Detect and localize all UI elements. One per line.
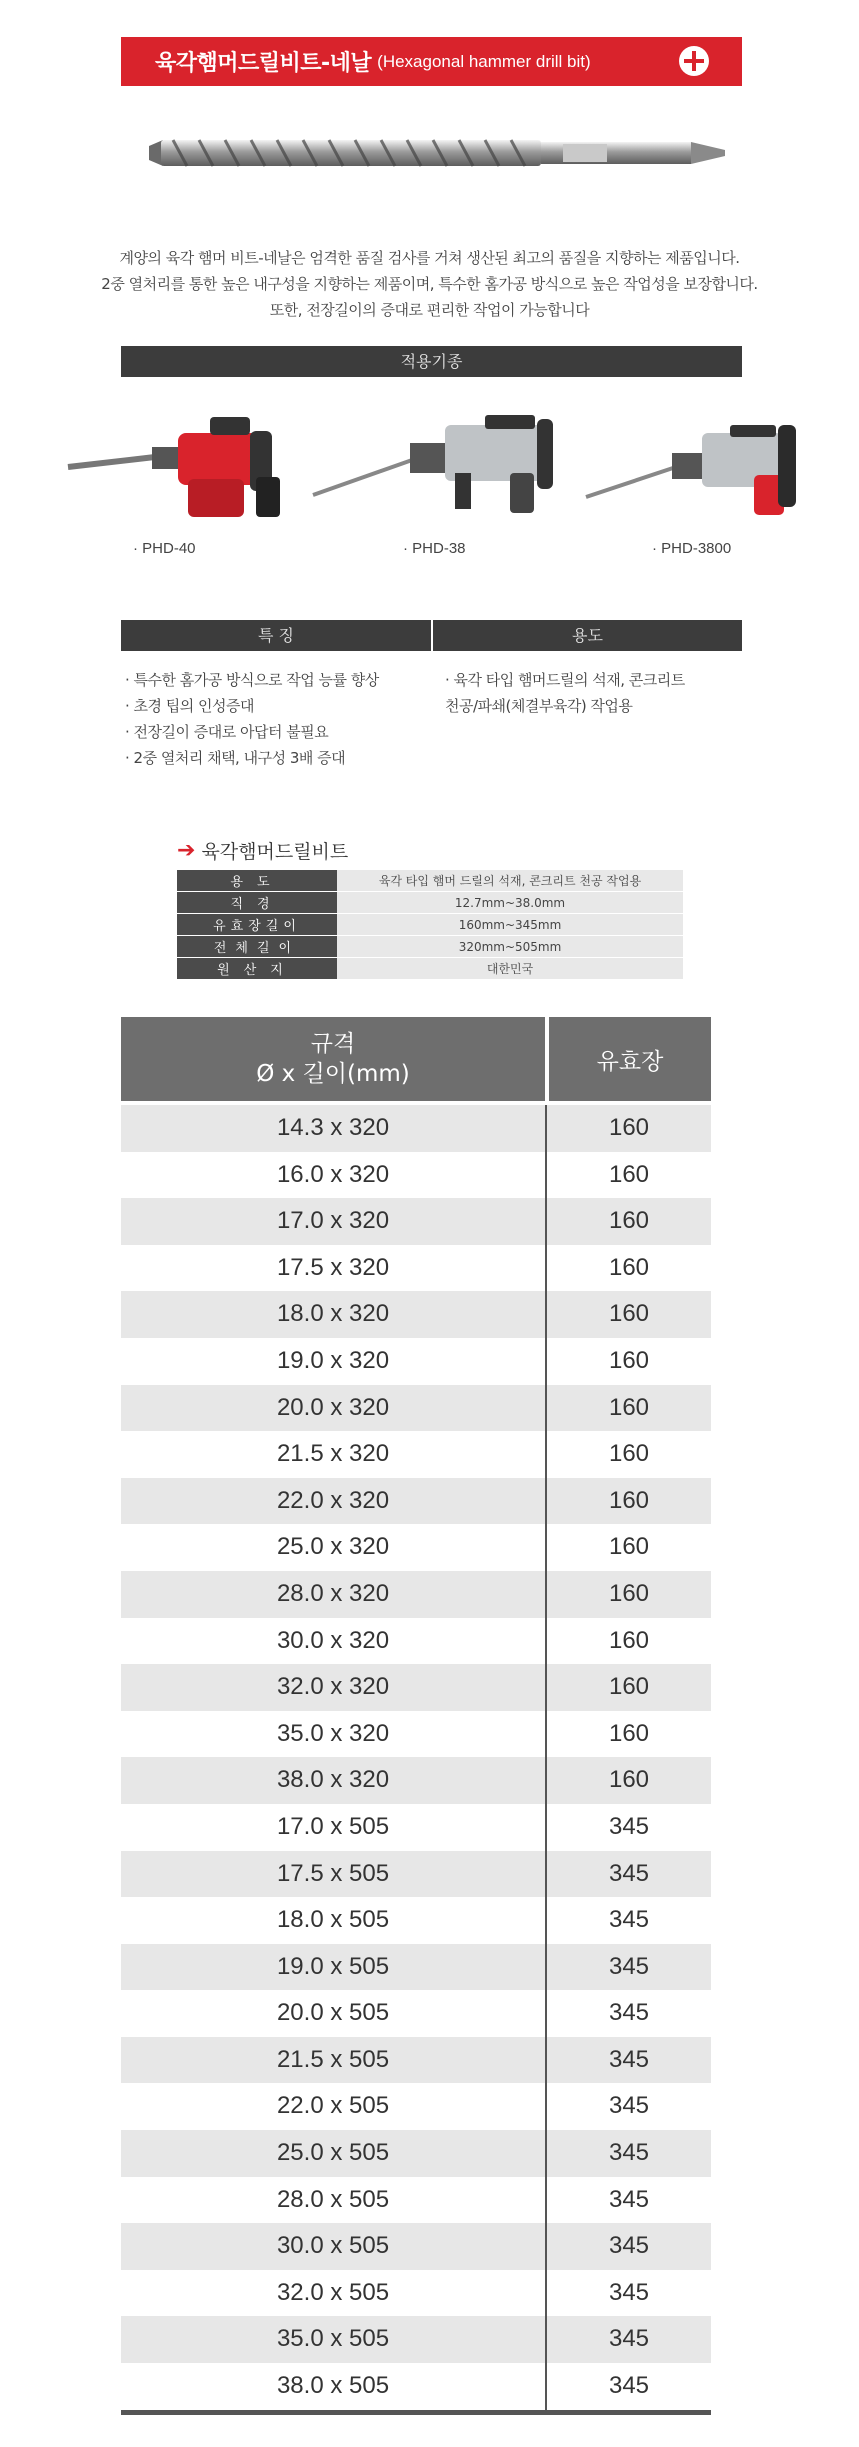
size-cell: 21.5 x 505	[276, 2045, 390, 2073]
header-spec-line1: 규격	[310, 1031, 356, 1057]
effective-length-cell: 160	[545, 1198, 711, 1245]
size-cell: 38.0 x 320	[276, 1766, 390, 1794]
applicable-models-header: 적용기종	[121, 346, 742, 377]
size-cell: 22.0 x 320	[276, 1486, 390, 1514]
table-row	[121, 1757, 711, 1804]
size-cell: 28.0 x 505	[276, 2185, 390, 2213]
table-row	[121, 1618, 711, 1665]
spec-title-text: 육각햄머드릴비트	[201, 841, 349, 863]
table-row	[121, 1524, 711, 1571]
table-row	[121, 1431, 711, 1478]
spec-value: 320mm~505mm	[337, 936, 683, 958]
effective-length-cell: 345	[545, 1990, 711, 2037]
arrow-right-icon: ➔	[177, 838, 196, 863]
size-cell: 17.0 x 320	[276, 1207, 390, 1235]
features-header: 특 징	[121, 620, 431, 651]
effective-length-cell: 345	[545, 2316, 711, 2363]
table-row	[121, 1338, 711, 1385]
spec-row	[177, 892, 683, 914]
effective-length-cell: 345	[545, 2270, 711, 2317]
features-list	[125, 667, 379, 771]
effective-length-cell: 160	[545, 1478, 711, 1525]
spec-key: 직경	[177, 892, 337, 914]
spec-value: 육각 타입 햄머 드릴의 석재, 콘크리트 천공 작업용	[337, 870, 683, 892]
effective-length-cell: 160	[545, 1105, 711, 1152]
effective-length-cell: 345	[545, 1851, 711, 1898]
effective-length-cell: 160	[545, 1571, 711, 1618]
effective-length-cell: 160	[545, 1431, 711, 1478]
effective-length-cell: 345	[545, 1804, 711, 1851]
effective-length-cell: 345	[545, 2130, 711, 2177]
size-cell: 25.0 x 320	[276, 1533, 390, 1561]
model-label-phd-38: · PHD-38	[403, 540, 466, 557]
table-row	[121, 2130, 711, 2177]
spec-value: 12.7mm~38.0mm	[337, 892, 683, 914]
uses-header: 용도	[433, 620, 742, 651]
table-row	[121, 2037, 711, 2084]
size-cell: 20.0 x 505	[276, 1999, 390, 2027]
table-row	[121, 1152, 711, 1199]
intro-line: 또한, 전장길이의 증대로 편리한 작업이 가능합니다	[269, 301, 590, 319]
header-spec	[121, 1017, 545, 1101]
intro-line: 계양의 육각 햄머 비트-네날은 엄격한 품질 검사를 거쳐 생산된 최고의 품질을 지향하는 제품입니다.	[119, 249, 740, 267]
title-bar	[121, 37, 742, 86]
table-row	[121, 1664, 711, 1711]
size-cell: 25.0 x 505	[276, 2139, 390, 2167]
use-item: 천공/파쇄(체결부육각) 작업용	[445, 697, 633, 715]
title-korean: 육각햄머드릴비트-네날	[155, 51, 372, 76]
size-cell: 18.0 x 320	[276, 1300, 390, 1328]
size-cell: 17.0 x 505	[276, 1812, 390, 1840]
size-cell: 28.0 x 320	[276, 1579, 390, 1607]
size-cell: 22.0 x 505	[276, 2092, 390, 2120]
size-cell: 18.0 x 505	[276, 1906, 390, 1934]
size-cell: 35.0 x 505	[276, 2325, 390, 2353]
table-row	[121, 1944, 711, 1991]
size-cell: 32.0 x 505	[276, 2278, 390, 2306]
feature-item: · 초경 팁의 인성증대	[125, 697, 254, 715]
table-row	[121, 1478, 711, 1525]
size-cell: 17.5 x 320	[276, 1253, 390, 1281]
drill-bit-image	[143, 128, 733, 178]
size-cell: 20.0 x 320	[276, 1393, 390, 1421]
effective-length-cell: 345	[545, 2223, 711, 2270]
table-row	[121, 2270, 711, 2317]
table-row	[121, 2363, 711, 2410]
table-row	[121, 1804, 711, 1851]
spec-key: 원산지	[177, 958, 337, 980]
phd-38-image	[305, 395, 565, 525]
spec-row	[177, 936, 683, 958]
intro-text	[0, 245, 859, 323]
spec-table	[177, 870, 683, 980]
table-row	[121, 2177, 711, 2224]
table-bottom-border	[121, 2410, 711, 2415]
size-cell: 19.0 x 505	[276, 1952, 390, 1980]
use-item: · 육각 타입 햄머드릴의 석재, 콘크리트	[445, 671, 685, 689]
size-cell: 38.0 x 505	[276, 2372, 390, 2400]
spec-key: 용도	[177, 870, 337, 892]
effective-length-cell: 345	[545, 1944, 711, 1991]
spec-value: 대한민국	[337, 958, 683, 980]
table-row	[121, 1198, 711, 1245]
effective-length-cell: 160	[545, 1524, 711, 1571]
header-spec-line2: Ø x 길이(mm)	[256, 1061, 410, 1087]
header-effective-length: 유효장	[549, 1017, 711, 1101]
effective-length-cell: 345	[545, 1897, 711, 1944]
size-cell: 30.0 x 320	[276, 1626, 390, 1654]
effective-length-cell: 345	[545, 2083, 711, 2130]
phd-3800-image	[580, 395, 810, 525]
feature-item: · 특수한 홈가공 방식으로 작업 능률 향상	[125, 671, 379, 689]
spec-row	[177, 958, 683, 980]
table-row	[121, 1105, 711, 1152]
size-cell: 35.0 x 320	[276, 1719, 390, 1747]
table-row	[121, 2316, 711, 2363]
size-cell: 16.0 x 320	[276, 1160, 390, 1188]
feature-item: · 전장길이 증대로 아답터 불필요	[125, 723, 329, 741]
size-cell: 21.5 x 320	[276, 1440, 390, 1468]
model-label-phd-3800: · PHD-3800	[652, 540, 732, 557]
effective-length-cell: 160	[545, 1245, 711, 1292]
feature-item: · 2중 열처리 채택, 내구성 3배 증대	[125, 749, 346, 767]
spec-row	[177, 914, 683, 936]
model-label-phd-40: · PHD-40	[133, 540, 196, 557]
table-row	[121, 2223, 711, 2270]
effective-length-cell: 160	[545, 1711, 711, 1758]
effective-length-cell: 160	[545, 1664, 711, 1711]
effective-length-cell: 160	[545, 1757, 711, 1804]
effective-length-cell: 160	[545, 1152, 711, 1199]
table-row	[121, 1990, 711, 2037]
effective-length-cell: 160	[545, 1338, 711, 1385]
intro-line: 2중 열처리를 통한 높은 내구성을 지향하는 제품이며, 특수한 홈가공 방식으로 높은 작업성을 보장합니다.	[101, 275, 758, 293]
effective-length-cell: 160	[545, 1618, 711, 1665]
title-english: (Hexagonal hammer drill bit)	[377, 51, 591, 71]
table-row	[121, 1571, 711, 1618]
size-cell: 14.3 x 320	[276, 1114, 390, 1141]
spec-row	[177, 870, 683, 892]
size-cell: 19.0 x 320	[276, 1346, 390, 1374]
size-cell: 17.5 x 505	[276, 1859, 390, 1887]
size-table-body	[121, 1105, 711, 2410]
table-row	[121, 2083, 711, 2130]
table-row	[121, 1897, 711, 1944]
effective-length-cell: 345	[545, 2037, 711, 2084]
effective-length-cell: 160	[545, 1291, 711, 1338]
table-row	[121, 1291, 711, 1338]
table-row	[121, 1711, 711, 1758]
size-table	[121, 1017, 711, 2415]
effective-length-cell: 345	[545, 2363, 711, 2410]
spec-key: 유효장길이	[177, 914, 337, 936]
spec-title	[177, 837, 348, 864]
spec-key: 전체길이	[177, 936, 337, 958]
table-row	[121, 1851, 711, 1898]
size-cell: 30.0 x 505	[276, 2232, 390, 2260]
phd-40-image	[60, 395, 290, 525]
size-table-header	[121, 1017, 711, 1101]
table-row	[121, 1385, 711, 1432]
effective-length-cell: 160	[545, 1385, 711, 1432]
size-cell: 32.0 x 320	[276, 1673, 390, 1701]
uses-list	[445, 667, 745, 719]
table-row	[121, 1245, 711, 1292]
effective-length-cell: 345	[545, 2177, 711, 2224]
spec-value: 160mm~345mm	[337, 914, 683, 936]
plus-badge-icon	[679, 46, 709, 76]
